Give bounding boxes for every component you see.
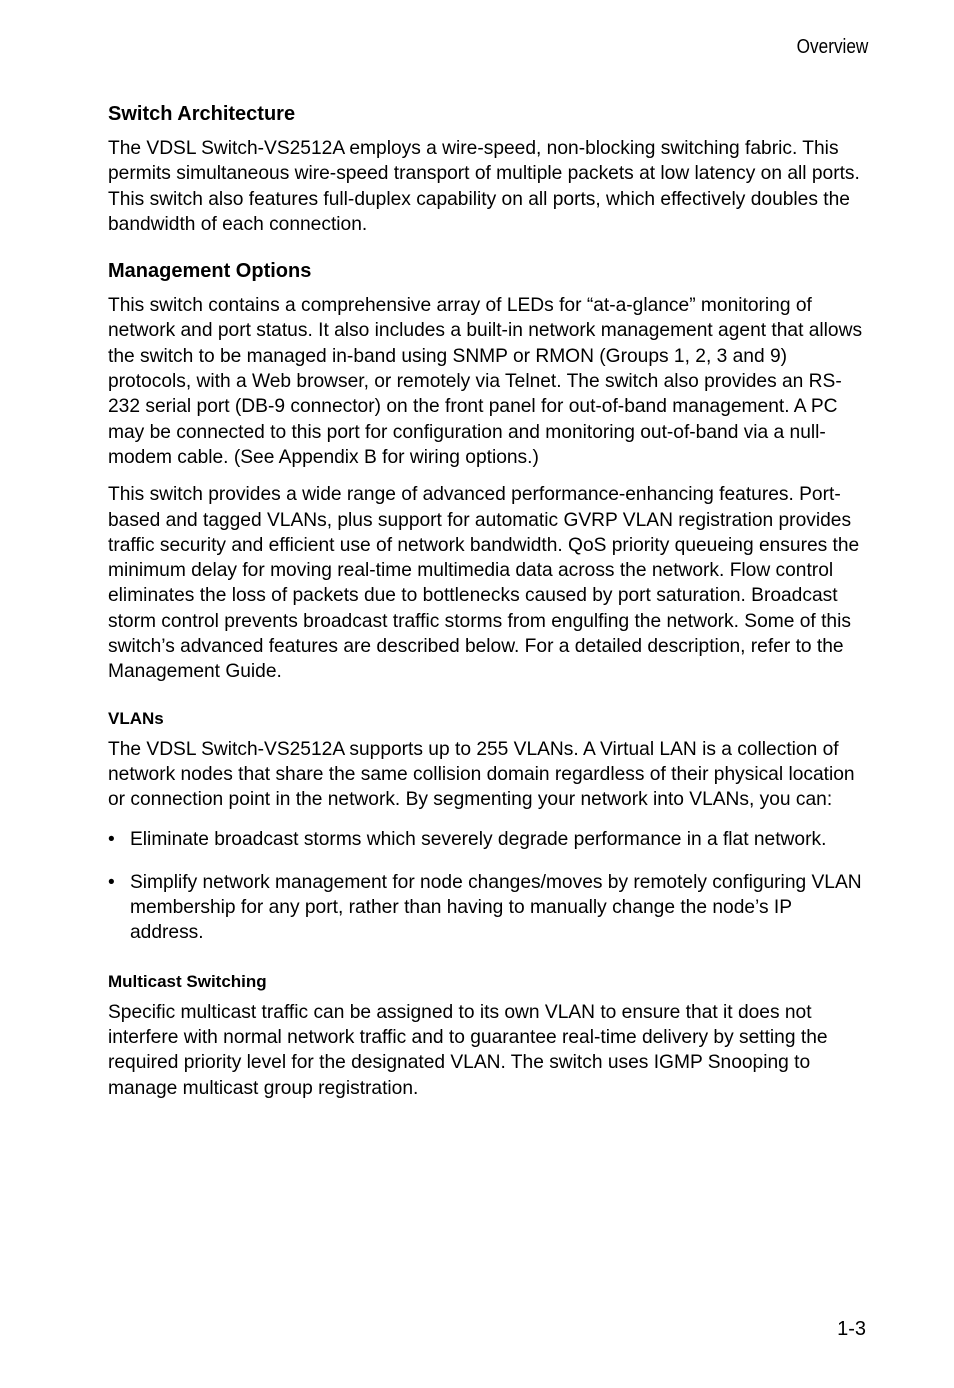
- list-item: [108, 827, 870, 852]
- vlan-benefits-list: [108, 827, 870, 946]
- bullet-marker: •: [108, 828, 115, 850]
- paragraph-multicast-switching: Specific multicast traffic can be assigned to its own VLAN to ensure that it does not interfere with normal network traffic and to guarantee real-time delivery by setting the required priority level for the designated VLAN. The switch uses IGMP Snooping to manage multicast group registration.: [108, 1001, 828, 1099]
- paragraph-switch-architecture: The VDSL Switch-VS2512A employs a wire-speed, non-blocking switching fabric. This permits simultaneous wire-speed transport of multiple packets at low latency on all ports. This switch also features full-duplex capability on all ports, which effectively doubles the bandwidth of each connection.: [108, 138, 860, 235]
- list-item-text: Simplify network management for node changes/moves by remotely configuring VLAN membership for any port, rather than having to manually change the node’s IP address.: [130, 871, 862, 944]
- paragraph-management-options-1: This switch contains a comprehensive array of LEDs for “at-a-glance” monitoring of network and port status. It also includes a built-in network management agent that allows the switch to be managed in-band using SNMP or RMON (Groups 1, 2, 3 and 9) protocols, with a Web browser, or remotely via Telnet. The switch also provides an RS-232 serial port (DB-9 connector) on the front panel for out-of-band management. A PC may be connected to this port for configuration and monitoring out-of-band via a null-modem cable. (See Appendix B for wiring options.): [108, 295, 863, 468]
- heading-switch-architecture: Switch Architecture: [108, 103, 296, 125]
- list-item: [108, 870, 870, 946]
- page-number: 1-3: [837, 1318, 866, 1340]
- list-item-text: Eliminate broadcast storms which severely degrade performance in a flat network.: [130, 828, 827, 850]
- paragraph-vlans: The VDSL Switch-VS2512A supports up to 255 VLANs. A Virtual LAN is a collection of network nodes that share the same collision domain regardless of their physical location or connection point in the network. By segmenting your network into VLANs, you can:: [108, 738, 855, 811]
- page-content: [108, 100, 870, 1101]
- paragraph-management-options-2: This switch provides a wide range of advanced performance-enhancing features. Port-based and tagged VLANs, plus support for automatic GVRP VLAN registration provides traffic security and efficient use of network bandwidth. QoS priority queueing ensures the minimum delay for moving real-time multimedia data across the network. Flow control eliminates the loss of packets due to bottlenecks caused by port saturation. Broadcast storm control prevents broadcast traffic storms from engulfing the network. Some of this switch’s advanced features are described below. For a detailed description, refer to the Management Guide.: [108, 484, 860, 683]
- bullet-marker: •: [108, 871, 115, 893]
- heading-multicast-switching: Multicast Switching: [108, 971, 267, 991]
- heading-vlans: VLANs: [108, 708, 164, 728]
- heading-management-options: Management Options: [108, 260, 312, 283]
- running-header: Overview: [796, 36, 868, 58]
